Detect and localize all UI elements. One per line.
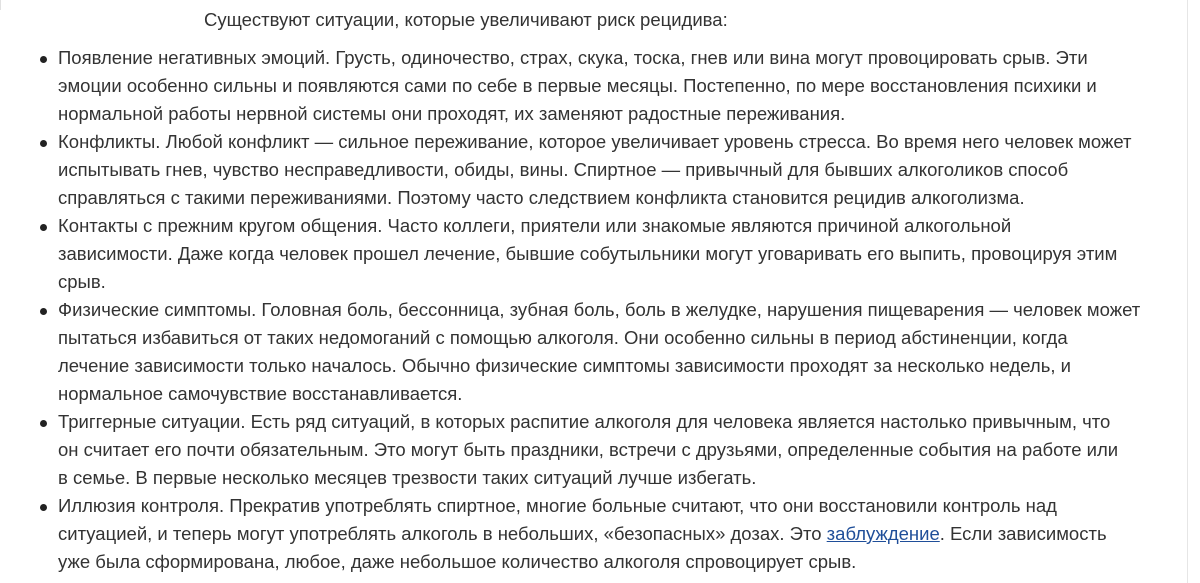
list-item-line-with-link	[58, 520, 1180, 548]
risk-factors-list	[0, 44, 1180, 576]
list-item-line: эмоции особенно сильны и появляются сами по себе в первые месяцы. Постепенно, по мере восстановления психики и	[58, 75, 1097, 96]
right-divider	[1187, 0, 1188, 583]
intro-paragraph: Существуют ситуации, которые увеличивают риск рецидива:	[204, 9, 728, 30]
left-divider	[0, 0, 1, 10]
list-item-line: уже была сформирована, любое, даже небольшое количество алкоголя спровоцирует срыв.	[58, 551, 857, 572]
list-item-line: зависимости. Даже когда человек прошел лечение, бывшие собутыльники могут уговаривать его выпить, провоцируя этим	[58, 243, 1118, 264]
list-item-line: он считает его почти обязательным. Это могут быть праздники, встречи с друзьями, определенные события на работе или	[58, 439, 1119, 460]
list-item-line: Иллюзия контроля. Прекратив употреблять спиртное, многие больные считают, что они восстановили контроль над	[58, 495, 1057, 516]
list-item-control-illusion	[0, 492, 1180, 576]
list-item-line: Контакты с прежним кругом общения. Часто коллеги, приятели или знакомые являются причиной алкогольной	[58, 215, 1012, 236]
delusion-link[interactable]: заблуждение	[826, 523, 940, 544]
list-item-line: Триггерные ситуации. Есть ряд ситуаций, в которых распитие алкоголя для человека является настолько привычным, что	[58, 411, 1111, 432]
list-item-line: пытаться избавиться от таких недомоганий с помощью алкоголя. Они особенно сильны в период абстиненции, когда	[58, 327, 1068, 348]
list-item-line: Физические симптомы. Головная боль, бессонница, зубная боль, боль в желудке, нарушения пищеварения — человек может	[58, 299, 1141, 320]
list-item-text: . Если зависимость	[939, 523, 1107, 544]
list-item-conflicts	[0, 128, 1180, 212]
list-item-line: лечение зависимости только началось. Обычно физические симптомы зависимости проходят за несколько недель, и	[58, 355, 1071, 376]
list-item-line: Появление негативных эмоций. Грусть, одиночество, страх, скука, тоска, гнев или вина могут провоцировать срыв. Эти	[58, 47, 1088, 68]
list-item-line: Конфликты. Любой конфликт — сильное переживание, которое увеличивает уровень стресса. Во время него человек может	[58, 131, 1132, 152]
list-item-line: нормальной работы нервной системы они проходят, их заменяют радостные переживания.	[58, 103, 846, 124]
list-item-trigger-situations	[0, 408, 1180, 492]
list-item-line: нормальное самочувствие восстанавливается.	[58, 383, 463, 404]
list-item-text: ситуацией, и теперь могут употреблять алкоголь в небольших, «безопасных» дозах. Это	[58, 523, 827, 544]
list-item-line: срыв.	[58, 271, 106, 292]
list-item-line: в семье. В первые несколько месяцев трезвости таких ситуаций лучше избегать.	[58, 467, 757, 488]
list-item-contacts	[0, 212, 1180, 296]
list-item-physical-symptoms	[0, 296, 1180, 408]
list-item-line: справляться с такими переживаниями. Поэтому часто следствием конфликта становится рецидив алкоголизма.	[58, 187, 1025, 208]
list-item-negative-emotions	[0, 44, 1180, 128]
list-item-line: испытывать гнев, чувство несправедливости, обиды, вины. Спиртное — привычный для бывших алкоголиков способ	[58, 159, 1069, 180]
